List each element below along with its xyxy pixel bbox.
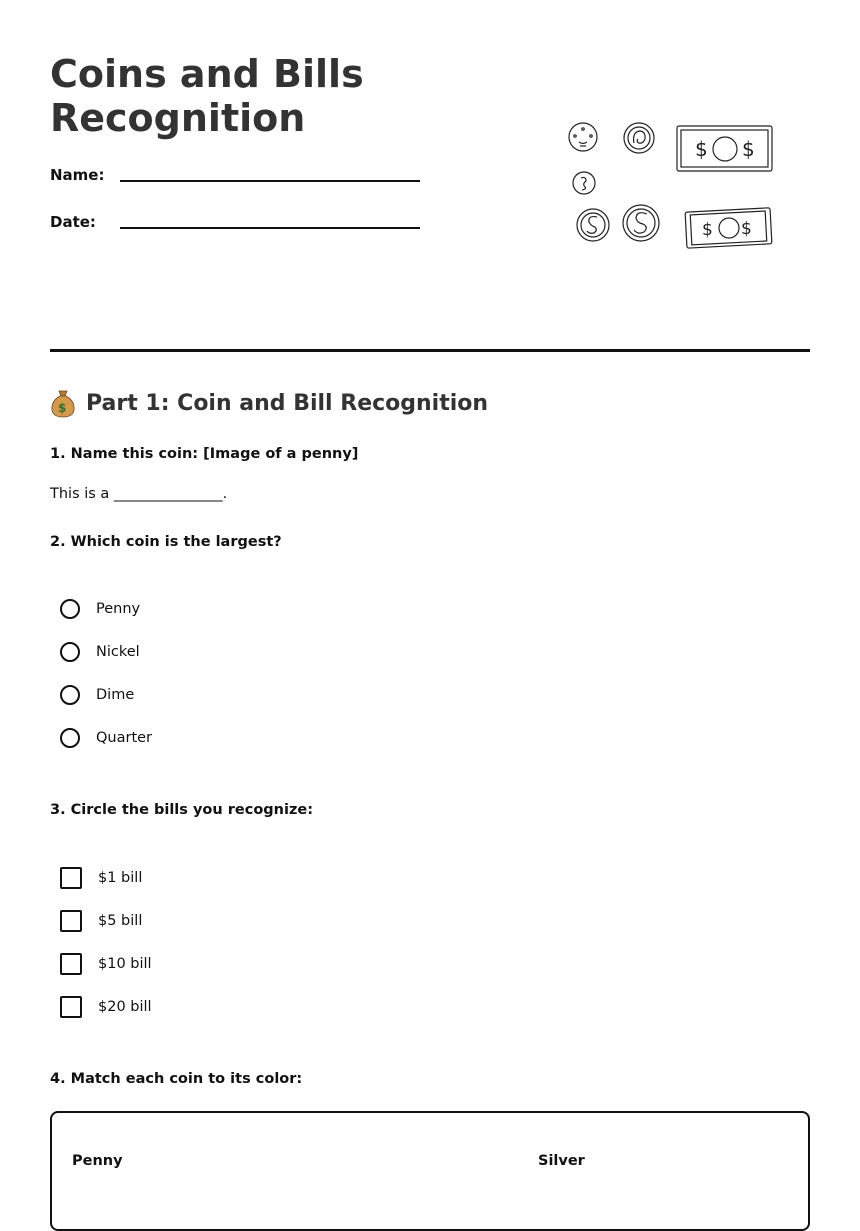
coin-icon (573, 172, 595, 194)
checkbox[interactable] (60, 910, 82, 932)
question-4: 4. Match each coin to its color: (50, 1071, 303, 1087)
checkbox-label: $1 bill (98, 870, 143, 886)
svg-text:$: $ (702, 220, 713, 240)
bill-icon (677, 126, 772, 171)
radio-option-penny[interactable] (60, 596, 140, 622)
coins-and-bills-illustration (560, 115, 780, 255)
checkbox[interactable] (60, 953, 82, 975)
checkbox[interactable] (60, 996, 82, 1018)
svg-text:$: $ (742, 137, 755, 161)
checkbox-option-20-bill[interactable] (60, 994, 152, 1020)
radio-label: Nickel (96, 644, 140, 660)
checkbox-option-1-bill[interactable] (60, 865, 142, 891)
part1-heading (50, 388, 488, 418)
radio-button[interactable] (60, 642, 80, 662)
checkbox-option-10-bill[interactable] (60, 951, 152, 977)
checkbox-label: $10 bill (98, 956, 152, 972)
question-2: 2. Which coin is the largest? (50, 534, 282, 550)
svg-text:$: $ (741, 219, 752, 239)
checkbox[interactable] (60, 867, 82, 889)
match-item-right[interactable]: Silver (538, 1153, 585, 1169)
question-1: 1. Name this coin: [Image of a penny] (50, 446, 359, 462)
radio-button[interactable] (60, 599, 80, 619)
radio-option-dime[interactable] (60, 682, 134, 708)
match-item-left[interactable]: Penny (72, 1153, 123, 1169)
radio-label: Quarter (96, 730, 153, 746)
radio-label: Dime (96, 687, 135, 703)
money-bag-icon (50, 388, 76, 418)
question-1-answer[interactable]: This is a _______________. (50, 486, 228, 502)
coin-icon (577, 209, 609, 241)
coin-icon (624, 123, 654, 153)
checkbox-label: $5 bill (98, 913, 143, 929)
radio-button[interactable] (60, 728, 80, 748)
coin-icon (623, 205, 659, 241)
svg-text:$: $ (58, 401, 67, 415)
svg-text:$: $ (695, 137, 708, 161)
date-line[interactable] (120, 227, 420, 229)
radio-label: Penny (96, 601, 141, 617)
name-line[interactable] (120, 180, 420, 182)
radio-option-quarter[interactable] (60, 725, 152, 751)
radio-option-nickel[interactable] (60, 639, 140, 665)
worksheet-title: Coins and Bills Recognition (50, 52, 364, 140)
section-divider (50, 349, 810, 352)
checkbox-label: $20 bill (98, 999, 152, 1015)
matching-box (50, 1111, 810, 1231)
part1-heading-text: Part 1: Coin and Bill Recognition (86, 390, 489, 416)
radio-button[interactable] (60, 685, 80, 705)
question-3: 3. Circle the bills you recognize: (50, 802, 314, 818)
name-label: Name: (50, 166, 105, 184)
checkbox-option-5-bill[interactable] (60, 908, 142, 934)
date-label: Date: (50, 213, 96, 231)
coin-icon (569, 123, 597, 151)
bill-icon (685, 208, 772, 248)
